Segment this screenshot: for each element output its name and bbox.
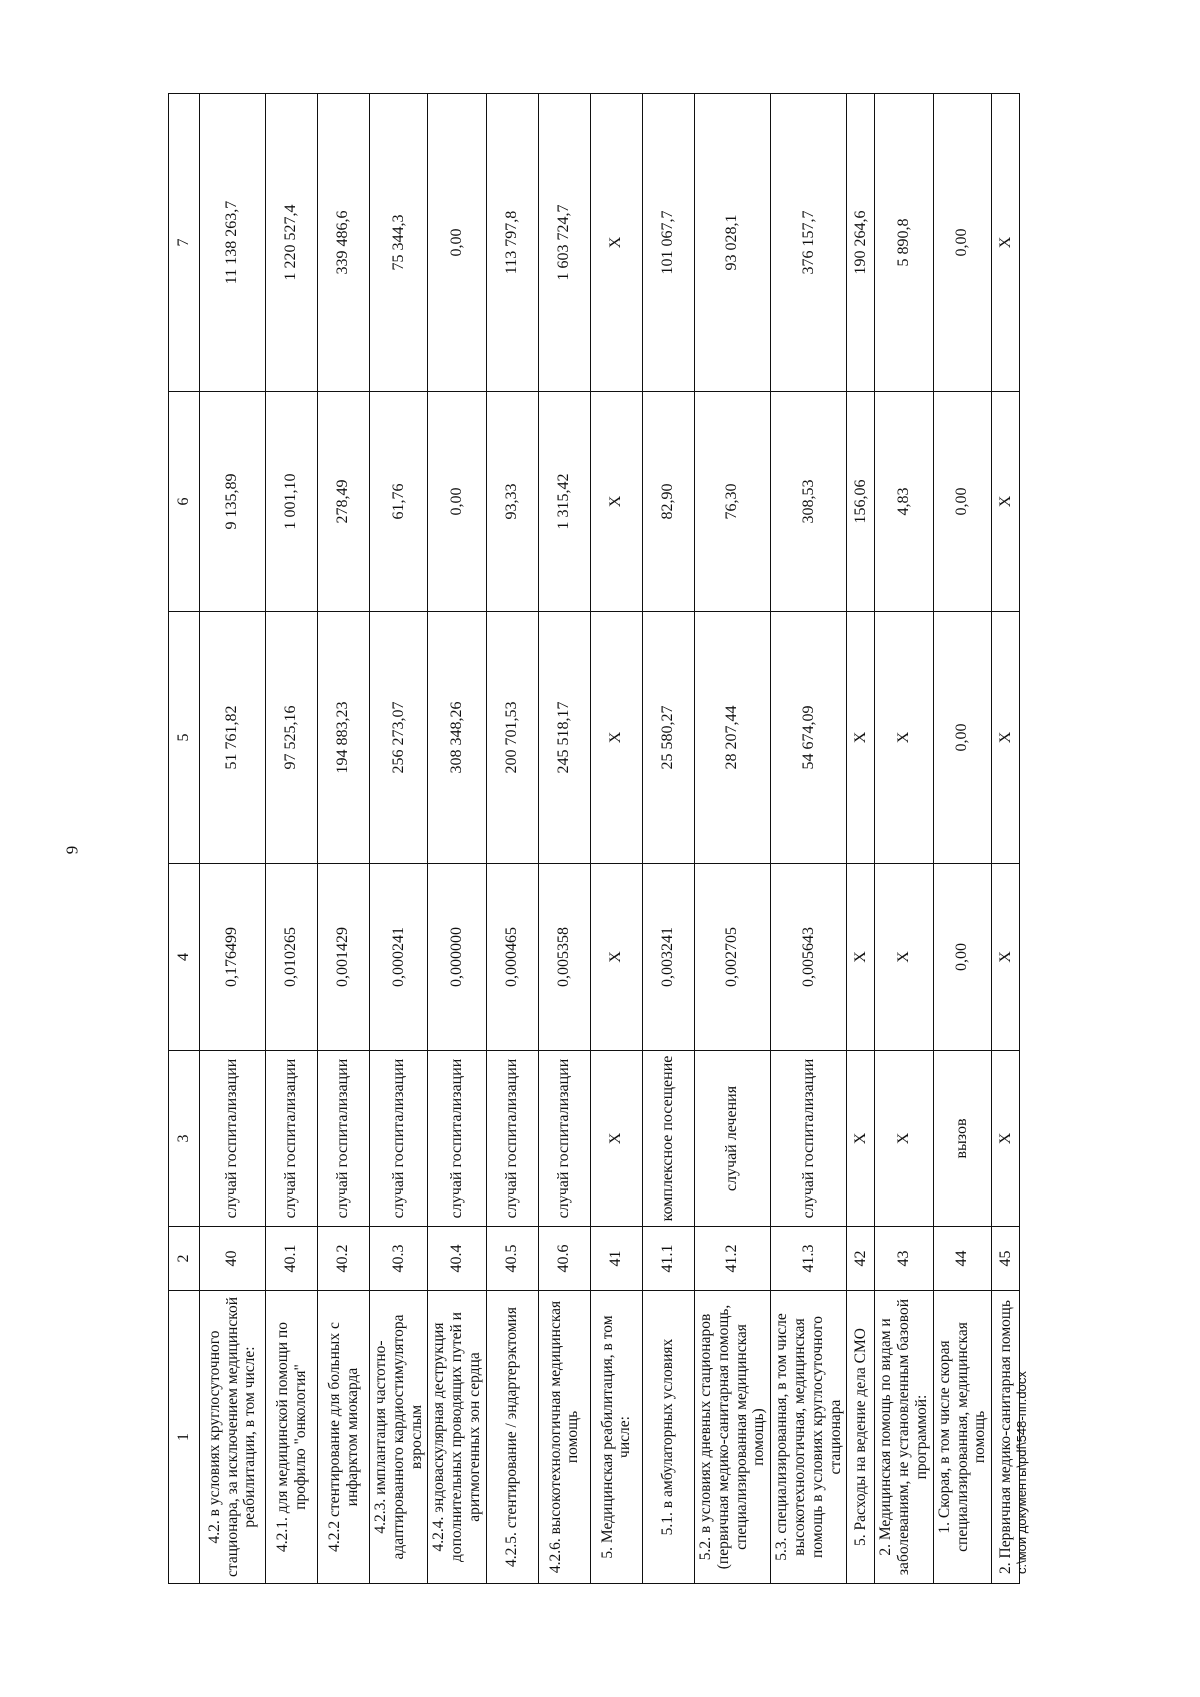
row-name-cell: 5.2. в условиях дневных стационаров (первичная медико-санитарная помощь, специализированная медицинская помощь) bbox=[694, 1291, 770, 1584]
header-cell: 3 bbox=[169, 1051, 200, 1227]
value-cell: X bbox=[992, 864, 1020, 1051]
table-row bbox=[642, 94, 694, 1584]
value-cell: 97 525,16 bbox=[266, 612, 318, 864]
unit-cell: случай госпитализации bbox=[318, 1051, 370, 1227]
row-code-cell: 40.3 bbox=[370, 1227, 428, 1291]
table-row bbox=[538, 94, 590, 1584]
value-cell: 0,00 bbox=[428, 392, 486, 612]
value-cell: 0,010265 bbox=[266, 864, 318, 1051]
row-code-cell: 40.5 bbox=[486, 1227, 538, 1291]
unit-cell: случай лечения bbox=[694, 1051, 770, 1227]
value-cell: 194 883,23 bbox=[318, 612, 370, 864]
value-cell: 0,000000 bbox=[428, 864, 486, 1051]
unit-cell: X bbox=[590, 1051, 642, 1227]
value-cell: 0,000241 bbox=[370, 864, 428, 1051]
header-cell: 2 bbox=[169, 1227, 200, 1291]
row-name-cell: 5. Медицинская реабилитация, в том числе: bbox=[590, 1291, 642, 1584]
page-number: 9 bbox=[62, 845, 82, 855]
table-row bbox=[933, 94, 991, 1584]
value-cell: 4,83 bbox=[875, 392, 933, 612]
table-row bbox=[200, 94, 266, 1584]
value-cell: 0,000465 bbox=[486, 864, 538, 1051]
unit-cell: вызов bbox=[933, 1051, 991, 1227]
value-cell: 1 220 527,4 bbox=[266, 94, 318, 392]
row-code-cell: 40.1 bbox=[266, 1227, 318, 1291]
value-cell: 0,005643 bbox=[771, 864, 847, 1051]
value-cell: 93,33 bbox=[486, 392, 538, 612]
table-body bbox=[200, 94, 1020, 1584]
table-row bbox=[266, 94, 318, 1584]
value-cell: 11 138 263,7 bbox=[200, 94, 266, 392]
row-name-cell: 5. Расходы на ведение дела СМО bbox=[847, 1291, 875, 1584]
table-row bbox=[318, 94, 370, 1584]
value-cell: X bbox=[992, 612, 1020, 864]
value-cell: 0,00 bbox=[933, 864, 991, 1051]
row-code-cell: 43 bbox=[875, 1227, 933, 1291]
row-code-cell: 40.2 bbox=[318, 1227, 370, 1291]
row-name-cell: 4.2. в условиях круглосуточного стационара, за исключением медицинской реабилитации, в том числе: bbox=[200, 1291, 266, 1584]
value-cell: 339 486,6 bbox=[318, 94, 370, 392]
value-cell: 28 207,44 bbox=[694, 612, 770, 864]
value-cell: X bbox=[590, 392, 642, 612]
value-cell: X bbox=[590, 864, 642, 1051]
value-cell: 0,003241 bbox=[642, 864, 694, 1051]
value-cell: X bbox=[992, 392, 1020, 612]
row-code-cell: 42 bbox=[847, 1227, 875, 1291]
row-code-cell: 45 bbox=[992, 1227, 1020, 1291]
unit-cell: случай госпитализации bbox=[266, 1051, 318, 1227]
header-cell: 4 bbox=[169, 864, 200, 1051]
value-cell: 113 797,8 bbox=[486, 94, 538, 392]
header-cell: 1 bbox=[169, 1291, 200, 1584]
value-cell: 308 348,26 bbox=[428, 612, 486, 864]
row-code-cell: 44 bbox=[933, 1227, 991, 1291]
value-cell: 75 344,3 bbox=[370, 94, 428, 392]
table-row bbox=[847, 94, 875, 1584]
value-cell: 0,176499 bbox=[200, 864, 266, 1051]
value-cell: 82,90 bbox=[642, 392, 694, 612]
row-name-cell: 4.2.3. имплантация частотно-адаптированного кардиостимулятора взрослым bbox=[370, 1291, 428, 1584]
value-cell: 51 761,82 bbox=[200, 612, 266, 864]
value-cell: 93 028,1 bbox=[694, 94, 770, 392]
header-cell: 5 bbox=[169, 612, 200, 864]
value-cell: X bbox=[590, 612, 642, 864]
value-cell: 156,06 bbox=[847, 392, 875, 612]
header-cell: 7 bbox=[169, 94, 200, 392]
value-cell: 25 580,27 bbox=[642, 612, 694, 864]
unit-cell: комплексное посещение bbox=[642, 1051, 694, 1227]
row-name-cell: 5.1. в амбулаторных условиях bbox=[642, 1291, 694, 1584]
row-name-cell: 2. Первичная медико-санитарная помощь bbox=[992, 1291, 1020, 1584]
value-cell: 308,53 bbox=[771, 392, 847, 612]
row-name-cell: 4.2.4. эндоваскулярная деструкция дополнительных проводящих путей и аритмогенных зон сердца bbox=[428, 1291, 486, 1584]
value-cell: 190 264,6 bbox=[847, 94, 875, 392]
row-code-cell: 40.6 bbox=[538, 1227, 590, 1291]
value-cell: X bbox=[875, 612, 933, 864]
value-cell: 200 701,53 bbox=[486, 612, 538, 864]
value-cell: 101 067,7 bbox=[642, 94, 694, 392]
value-cell: 0,00 bbox=[933, 94, 991, 392]
value-cell: X bbox=[847, 864, 875, 1051]
value-cell: 61,76 bbox=[370, 392, 428, 612]
value-cell: 9 135,89 bbox=[200, 392, 266, 612]
value-cell: X bbox=[590, 94, 642, 392]
unit-cell: X bbox=[847, 1051, 875, 1227]
unit-cell: случай госпитализации bbox=[428, 1051, 486, 1227]
value-cell: 0,002705 bbox=[694, 864, 770, 1051]
row-name-cell: 4.2.1. для медицинской помощи по профилю "онкология" bbox=[266, 1291, 318, 1584]
unit-cell: X bbox=[992, 1051, 1020, 1227]
row-code-cell: 41.1 bbox=[642, 1227, 694, 1291]
value-cell: 76,30 bbox=[694, 392, 770, 612]
value-cell: 1 315,42 bbox=[538, 392, 590, 612]
table-row bbox=[992, 94, 1020, 1584]
unit-cell: X bbox=[875, 1051, 933, 1227]
table-row bbox=[694, 94, 770, 1584]
unit-cell: случай госпитализации bbox=[538, 1051, 590, 1227]
row-code-cell: 40 bbox=[200, 1227, 266, 1291]
row-name-cell: 4.2.5. стентирование / эндартерэктомия bbox=[486, 1291, 538, 1584]
table-row bbox=[428, 94, 486, 1584]
header-cell: 6 bbox=[169, 392, 200, 612]
table-row bbox=[486, 94, 538, 1584]
row-name-cell: 1. Скорая, в том числе скорая специализированная, медицинская помощь bbox=[933, 1291, 991, 1584]
value-cell: 245 518,17 bbox=[538, 612, 590, 864]
row-name-cell: 4.2.2 стентирование для больных с инфарктом миокарда bbox=[318, 1291, 370, 1584]
value-cell: 1 603 724,7 bbox=[538, 94, 590, 392]
table-row bbox=[590, 94, 642, 1584]
value-cell: 0,00 bbox=[428, 94, 486, 392]
value-cell: 0,00 bbox=[933, 392, 991, 612]
unit-cell: случай госпитализации bbox=[370, 1051, 428, 1227]
value-cell: 54 674,09 bbox=[771, 612, 847, 864]
table-header bbox=[169, 94, 200, 1584]
row-code-cell: 41.3 bbox=[771, 1227, 847, 1291]
table-row bbox=[875, 94, 933, 1584]
row-code-cell: 40.4 bbox=[428, 1227, 486, 1291]
row-name-cell: 4.2.6. высокотехнологичная медицинская помощь bbox=[538, 1291, 590, 1584]
value-cell: 0,00 bbox=[933, 612, 991, 864]
value-cell: 376 157,7 bbox=[771, 94, 847, 392]
data-table bbox=[168, 93, 1020, 1584]
rotated-table-container bbox=[168, 94, 1014, 1584]
row-code-cell: 41.2 bbox=[694, 1227, 770, 1291]
value-cell: X bbox=[847, 612, 875, 864]
row-name-cell: 5.3. специализированная, в том числе высокотехнологичная, медицинская помощь в условиях круглосуточного стационара bbox=[771, 1291, 847, 1584]
value-cell: 0,005358 bbox=[538, 864, 590, 1051]
value-cell: X bbox=[875, 864, 933, 1051]
value-cell: 5 890,8 bbox=[875, 94, 933, 392]
footer-file-path: c:\мои документы\pdf\548-пп.docx bbox=[1014, 1371, 1029, 1574]
row-code-cell: 41 bbox=[590, 1227, 642, 1291]
value-cell: 0,001429 bbox=[318, 864, 370, 1051]
unit-cell: случай госпитализации bbox=[200, 1051, 266, 1227]
table-row bbox=[771, 94, 847, 1584]
value-cell: 256 273,07 bbox=[370, 612, 428, 864]
value-cell: 278,49 bbox=[318, 392, 370, 612]
row-name-cell: 2. Медицинская помощь по видам и заболеваниям, не установленным базовой программой: bbox=[875, 1291, 933, 1584]
unit-cell: случай госпитализации bbox=[771, 1051, 847, 1227]
unit-cell: случай госпитализации bbox=[486, 1051, 538, 1227]
table-row bbox=[370, 94, 428, 1584]
value-cell: 1 001,10 bbox=[266, 392, 318, 612]
value-cell: X bbox=[992, 94, 1020, 392]
